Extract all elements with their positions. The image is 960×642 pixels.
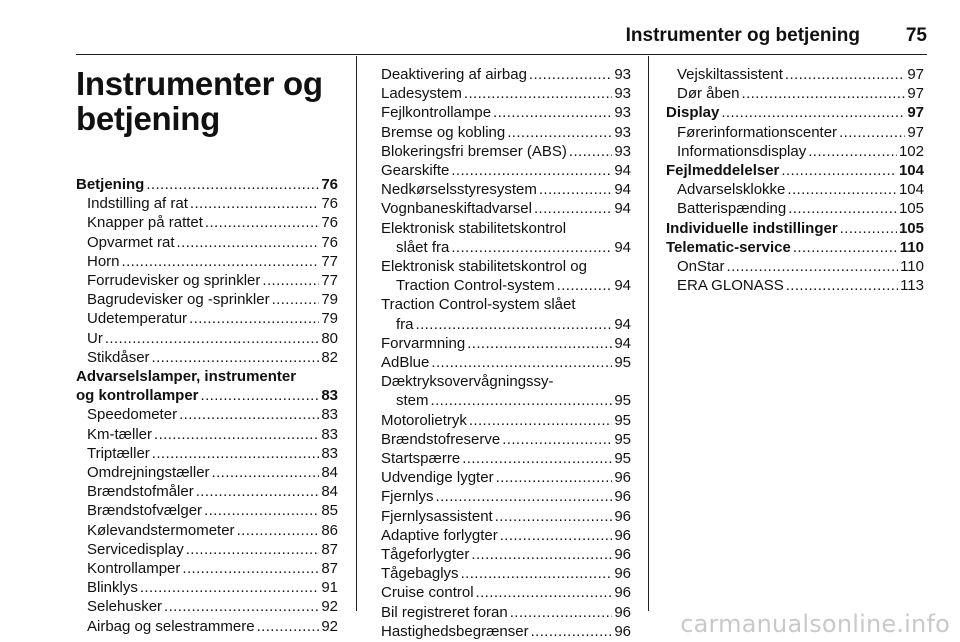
toc-entry-title: Kølevandstermometer <box>87 521 235 539</box>
toc-entry[interactable] <box>76 194 338 213</box>
toc-entry[interactable] <box>381 583 631 602</box>
toc-entry-page: 105 <box>898 200 924 218</box>
toc-entry[interactable] <box>76 309 338 328</box>
toc-entry-title: Blinklys <box>87 579 138 597</box>
toc-entry-page: 96 <box>614 507 631 525</box>
toc-entry-page: 95 <box>614 430 631 448</box>
toc-entry[interactable] <box>381 411 631 430</box>
toc-entry[interactable] <box>76 559 338 578</box>
toc-entry[interactable] <box>76 405 338 424</box>
toc-entry-title: Cruise control <box>381 584 474 602</box>
toc-entry[interactable] <box>381 161 631 180</box>
toc-entry[interactable] <box>381 238 631 257</box>
toc-entry-page: 82 <box>321 348 338 366</box>
toc-entry-page: 96 <box>614 546 631 564</box>
page-header <box>0 0 960 58</box>
toc-section-page: 110 <box>899 238 924 256</box>
toc-entry-page: 94 <box>614 200 631 218</box>
toc-section-title: Display <box>666 104 720 122</box>
toc-entry-page: 93 <box>614 142 631 160</box>
toc-entry-page: 85 <box>321 502 338 520</box>
column-divider-1 <box>356 56 357 611</box>
toc-entry-title: Udetemperatur <box>87 310 188 328</box>
toc-entry-title: Speedometer <box>87 406 178 424</box>
toc-entry[interactable] <box>381 622 631 641</box>
toc-entry-page: 92 <box>321 598 338 616</box>
toc-entry[interactable] <box>381 315 631 334</box>
toc-section-advarsel[interactable] <box>76 386 338 405</box>
toc-entry-title: Fejlkontrollampe <box>381 104 492 122</box>
toc-entry[interactable] <box>381 180 631 199</box>
toc-entry[interactable] <box>76 233 338 252</box>
toc-entry-page: 77 <box>321 252 338 270</box>
toc-entry-title: Ur <box>87 329 103 347</box>
toc-entry-page: 94 <box>614 181 631 199</box>
toc-entry-page: 95 <box>614 392 631 410</box>
chapter-title-line-1: Instrumenter og <box>76 65 323 102</box>
toc-entry[interactable] <box>666 180 924 199</box>
toc-entry-title: Ladesystem <box>381 85 462 103</box>
chapter-title-line-2: betjening <box>76 100 220 137</box>
toc-entry[interactable] <box>381 603 631 622</box>
toc-entry[interactable] <box>76 348 338 367</box>
toc-entry[interactable] <box>381 276 631 295</box>
toc-entry[interactable] <box>381 526 631 545</box>
toc-entry[interactable] <box>76 617 338 636</box>
toc-entry-page: 94 <box>614 334 631 352</box>
toc-entry-page: 91 <box>321 579 338 597</box>
toc-entry[interactable] <box>666 65 924 84</box>
toc-entry-title: Batterispænding <box>677 200 787 218</box>
toc-section-title: Betjening <box>76 176 145 193</box>
toc-entry[interactable] <box>76 213 338 232</box>
toc-section-betjening[interactable] <box>76 175 338 194</box>
toc-entry-title: Vognbaneskiftadvarsel <box>381 200 532 218</box>
toc-entry-page: 76 <box>321 214 338 232</box>
toc-entry-title: Brændstofvælger <box>87 502 203 520</box>
toc-entry[interactable] <box>666 276 924 295</box>
toc-section-fejlmeddelelser[interactable] <box>666 161 924 180</box>
toc-section-individuelle-indstillinger[interactable] <box>666 219 924 238</box>
toc-entry-title: Adaptive forlygter <box>381 526 498 544</box>
toc-entry-page: 96 <box>614 584 631 602</box>
toc-section-page: 76 <box>321 176 338 193</box>
toc-entry-title: Indstilling af rat <box>87 195 188 213</box>
toc-entry-page: 76 <box>321 195 338 213</box>
toc-entry[interactable] <box>381 487 631 506</box>
toc-entry[interactable] <box>76 271 338 290</box>
toc-entry-title: Advarselsklokke <box>677 181 786 199</box>
toc-entry-title: OnStar <box>677 258 725 276</box>
toc-entry-page: 113 <box>900 277 924 295</box>
toc-entry[interactable] <box>381 353 631 372</box>
page-number: 75 <box>905 25 927 46</box>
toc-entry-page: 84 <box>321 464 338 482</box>
toc-entry[interactable] <box>76 444 338 463</box>
toc-entry-page: 94 <box>614 277 631 295</box>
toc-entry[interactable] <box>381 84 631 103</box>
toc-entry-page: 93 <box>614 66 631 83</box>
toc-entry-page: 84 <box>321 483 338 501</box>
toc-section-page: 83 <box>321 387 338 405</box>
toc-entry-title: Stikdåser <box>87 348 150 366</box>
toc-entry-page: 94 <box>614 238 631 256</box>
toc-section-title: Fejlmeddelelser <box>666 162 780 180</box>
toc-section-page: 97 <box>907 104 924 122</box>
toc-entry-title: Hastighedsbegrænser <box>381 622 529 640</box>
toc-entry[interactable] <box>76 540 338 559</box>
toc-entry-title: Traction Control-system <box>396 277 555 295</box>
toc-entry-title: Bagrudevisker og -sprinkler <box>87 291 270 309</box>
toc-entry[interactable] <box>381 449 631 468</box>
toc-column-3 <box>666 65 924 295</box>
toc-entry-title: Udvendige lygter <box>381 469 494 487</box>
toc-entry[interactable] <box>76 597 338 616</box>
toc-entry[interactable] <box>76 290 338 309</box>
toc-entry[interactable] <box>381 142 631 161</box>
toc-column-2 <box>381 65 631 641</box>
toc-entry[interactable] <box>76 521 338 540</box>
toc-entry-title: Gearskifte <box>381 162 450 180</box>
toc-entry-page: 96 <box>614 603 631 621</box>
toc-entry[interactable] <box>381 507 631 526</box>
toc-entry-page: 77 <box>321 272 338 290</box>
toc-entry-title: Horn <box>87 252 120 270</box>
toc-entry-title: Startspærre <box>381 450 461 468</box>
toc-entry[interactable] <box>381 564 631 583</box>
toc-entry-wrap-line: Elektronisk stabilitetskontrol og <box>381 258 587 276</box>
toc-entry-wrap-line: Dæktryksovervågningssy- <box>381 373 554 391</box>
toc-entry-page: 96 <box>614 565 631 583</box>
toc-entry-page: 95 <box>614 450 631 468</box>
toc-entry-title: Dør åben <box>677 85 740 103</box>
watermark-url: carmanualsonline.info <box>680 610 950 638</box>
toc-entry[interactable] <box>381 545 631 564</box>
toc-entry[interactable] <box>666 84 924 103</box>
toc-entry-page: 93 <box>614 104 631 122</box>
toc-entry-title: Airbag og selestrammere <box>87 617 255 635</box>
toc-entry-title: Selehusker <box>87 598 163 616</box>
toc-entry-title: Omdrejningstæller <box>87 464 210 482</box>
toc-entry-title: Motorolietryk <box>381 411 467 429</box>
toc-entry-title: Opvarmet rat <box>87 233 175 251</box>
toc-entry-page: 76 <box>321 233 338 251</box>
toc-entry-title: Servicedisplay <box>87 540 184 558</box>
toc-entry-title: Bremse og kobling <box>381 123 506 141</box>
toc-entry-page: 80 <box>321 329 338 347</box>
toc-entry[interactable] <box>381 430 631 449</box>
toc-entry-page: 96 <box>614 622 631 640</box>
toc-entry-title: Førerinformationscenter <box>677 123 838 141</box>
toc-section-advarsel-line-1: Advarselslamper, instrumenter <box>76 368 297 386</box>
toc-entry-title: Tågebaglys <box>381 565 459 583</box>
toc-entry-title: AdBlue <box>381 354 430 372</box>
toc-entry-page: 95 <box>614 354 631 372</box>
toc-entry[interactable] <box>381 468 631 487</box>
toc-entry-page: 79 <box>321 291 338 309</box>
toc-entry[interactable] <box>76 482 338 501</box>
toc-entry[interactable] <box>381 391 631 410</box>
toc-entry-wrap-line: Traction Control-system slået <box>381 296 576 314</box>
toc-entry-page: 83 <box>321 406 338 424</box>
toc-section-page: 104 <box>898 162 924 180</box>
toc-entry[interactable] <box>381 103 631 122</box>
toc-column-1 <box>76 64 338 636</box>
toc-entry-title: Blokeringsfri bremser (ABS) <box>381 142 567 160</box>
toc-entry-page: 94 <box>614 315 631 333</box>
toc-entry-page: 83 <box>321 425 338 443</box>
toc-entry-title: Nedkørselsstyresystem <box>381 181 537 199</box>
toc-entry-title: Fjernlysassistent <box>381 507 493 525</box>
chapter-title <box>76 66 338 136</box>
toc-entry-page: 97 <box>907 85 924 103</box>
toc-entry-title: Brændstofmåler <box>87 483 194 501</box>
toc-entry[interactable] <box>666 257 924 276</box>
toc-entry-wrap-line: Elektronisk stabilitetskontrol <box>381 219 567 237</box>
toc-entry-page: 79 <box>321 310 338 328</box>
toc-entry-title: Informationsdisplay <box>677 142 807 160</box>
toc-entry-page: 97 <box>907 66 924 83</box>
toc-entry-page: 93 <box>614 85 631 103</box>
toc-entry[interactable] <box>76 329 338 348</box>
toc-entry-title: Bil registreret foran <box>381 603 508 621</box>
toc-section-telematic-service[interactable] <box>666 238 924 257</box>
toc-section-title: Individuelle indstillinger <box>666 219 838 237</box>
toc-entry-page: 83 <box>321 444 338 462</box>
toc-entry[interactable] <box>381 65 631 84</box>
toc-section-title: Telematic-service <box>666 238 791 256</box>
toc-entry-title: Forvarmning <box>381 334 466 352</box>
toc-entry-title: Brændstofreserve <box>381 430 501 448</box>
toc-entry[interactable] <box>76 578 338 597</box>
toc-entry-page: 95 <box>614 411 631 429</box>
toc-entry[interactable] <box>381 123 631 142</box>
toc-entry[interactable] <box>76 501 338 520</box>
toc-entry-page: 96 <box>614 488 631 506</box>
toc-entry-title: slået fra <box>396 238 450 256</box>
toc-entry-title: Kontrollamper <box>87 560 181 578</box>
toc-section-display[interactable] <box>666 103 924 122</box>
toc-entry-title: Vejskiltassistent <box>677 66 783 83</box>
toc-entry-page: 94 <box>614 162 631 180</box>
toc-entry-title: Triptæller <box>87 444 150 462</box>
toc-entry[interactable] <box>76 425 338 444</box>
toc-entry-title: Knapper på rattet <box>87 214 203 232</box>
toc-entry-title: Deaktivering af airbag <box>381 66 527 83</box>
toc-entry[interactable] <box>666 199 924 218</box>
toc-entry-title: Forrudevisker og sprinkler <box>87 272 261 290</box>
toc-entry-page: 87 <box>321 540 338 558</box>
toc-entry-page: 104 <box>898 181 924 199</box>
toc-entry-title: Km-tæller <box>87 425 153 443</box>
toc-entry-page: 102 <box>898 142 924 160</box>
toc-section-page: 105 <box>898 219 924 237</box>
toc-entry-title: ERA GLONASS <box>677 277 784 295</box>
toc-entry-page: 96 <box>614 469 631 487</box>
toc-entry-page: 97 <box>907 123 924 141</box>
toc-section-title: og kontrollamper <box>76 387 199 405</box>
header-rule <box>76 54 927 55</box>
toc-entry-page: 87 <box>321 560 338 578</box>
toc-entry[interactable] <box>381 334 631 353</box>
toc-entry-page: 96 <box>614 526 631 544</box>
toc-entry-title: Tågeforlygter <box>381 546 470 564</box>
toc-entry[interactable] <box>381 199 631 218</box>
toc-entry-page: 86 <box>321 521 338 539</box>
toc-entry[interactable] <box>666 123 924 142</box>
toc-entry[interactable] <box>666 142 924 161</box>
toc-entry-page: 110 <box>900 258 924 276</box>
column-divider-2 <box>648 56 649 611</box>
toc-entry-title: fra <box>396 315 414 333</box>
toc-entry-title: Fjernlys <box>381 488 434 506</box>
toc-entry-page: 93 <box>614 123 631 141</box>
toc-entry-page: 92 <box>321 617 338 635</box>
running-header-title: Instrumenter og betjening <box>625 25 860 46</box>
toc-entry[interactable] <box>76 252 338 271</box>
toc-entry[interactable] <box>76 463 338 482</box>
toc-entry-title: stem <box>396 392 429 410</box>
